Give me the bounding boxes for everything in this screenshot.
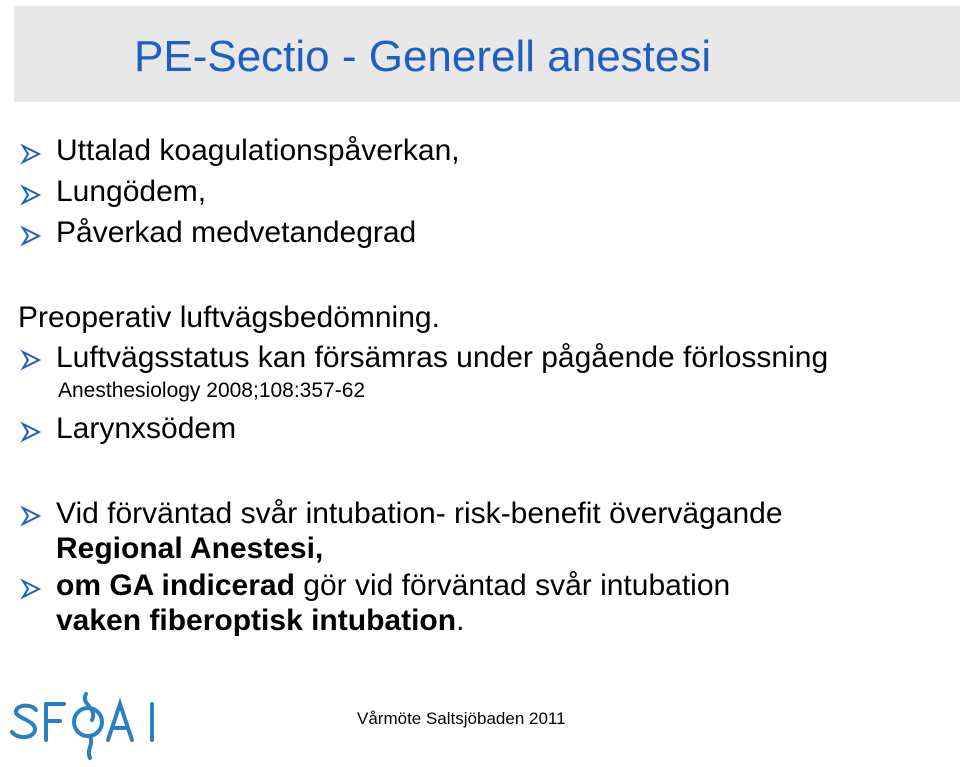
ga-indicated-rest: gör vid förväntad svår intubation — [294, 569, 731, 602]
bullet-lung-edema: Lungödem, — [56, 175, 207, 208]
bullet-arrow-icon — [20, 578, 42, 600]
title-bar — [14, 6, 960, 102]
bullet-airway-status: Luftvägsstatus kan försämras under pågående förlossning — [56, 341, 829, 374]
bullet-consciousness: Påverkad medvetandegrad — [56, 216, 417, 249]
footer-text: Vårmöte Saltsjöbaden 2011 — [357, 709, 566, 728]
ga-indicated-bold: om GA indicerad — [56, 569, 295, 602]
bullet-arrow-icon — [20, 225, 42, 247]
bullet-arrow-icon — [20, 421, 42, 443]
bullet-difficult-intubation: Vid förväntad svår intubation- risk-benefit övervägande — [56, 497, 783, 530]
slide-title: PE-Sectio - Generell anestesi — [134, 32, 712, 81]
bullet-arrow-icon — [20, 143, 42, 165]
reference-citation: Anesthesiology 2008;108:357-62 — [58, 379, 366, 402]
bullet-arrow-icon — [20, 505, 42, 527]
section-heading: Preoperativ luftvägsbedömning. — [18, 301, 440, 334]
fiberoptic-bold: vaken fiberoptisk intubation — [56, 604, 457, 637]
bullet-arrow-icon — [20, 184, 42, 206]
bullet-arrow-icon — [20, 349, 42, 371]
bullet-coagulation: Uttalad koagulationspåverkan, — [56, 134, 460, 167]
fiberoptic-end: . — [456, 604, 465, 637]
regional-anesthesia: Regional Anestesi, — [56, 532, 324, 565]
sfoai-logo — [2, 680, 167, 760]
bullet-ga-indicated — [56, 568, 730, 604]
bullet-laryngeal-edema: Larynxsödem — [56, 412, 237, 445]
fiberoptic-intubation-line — [56, 603, 464, 639]
